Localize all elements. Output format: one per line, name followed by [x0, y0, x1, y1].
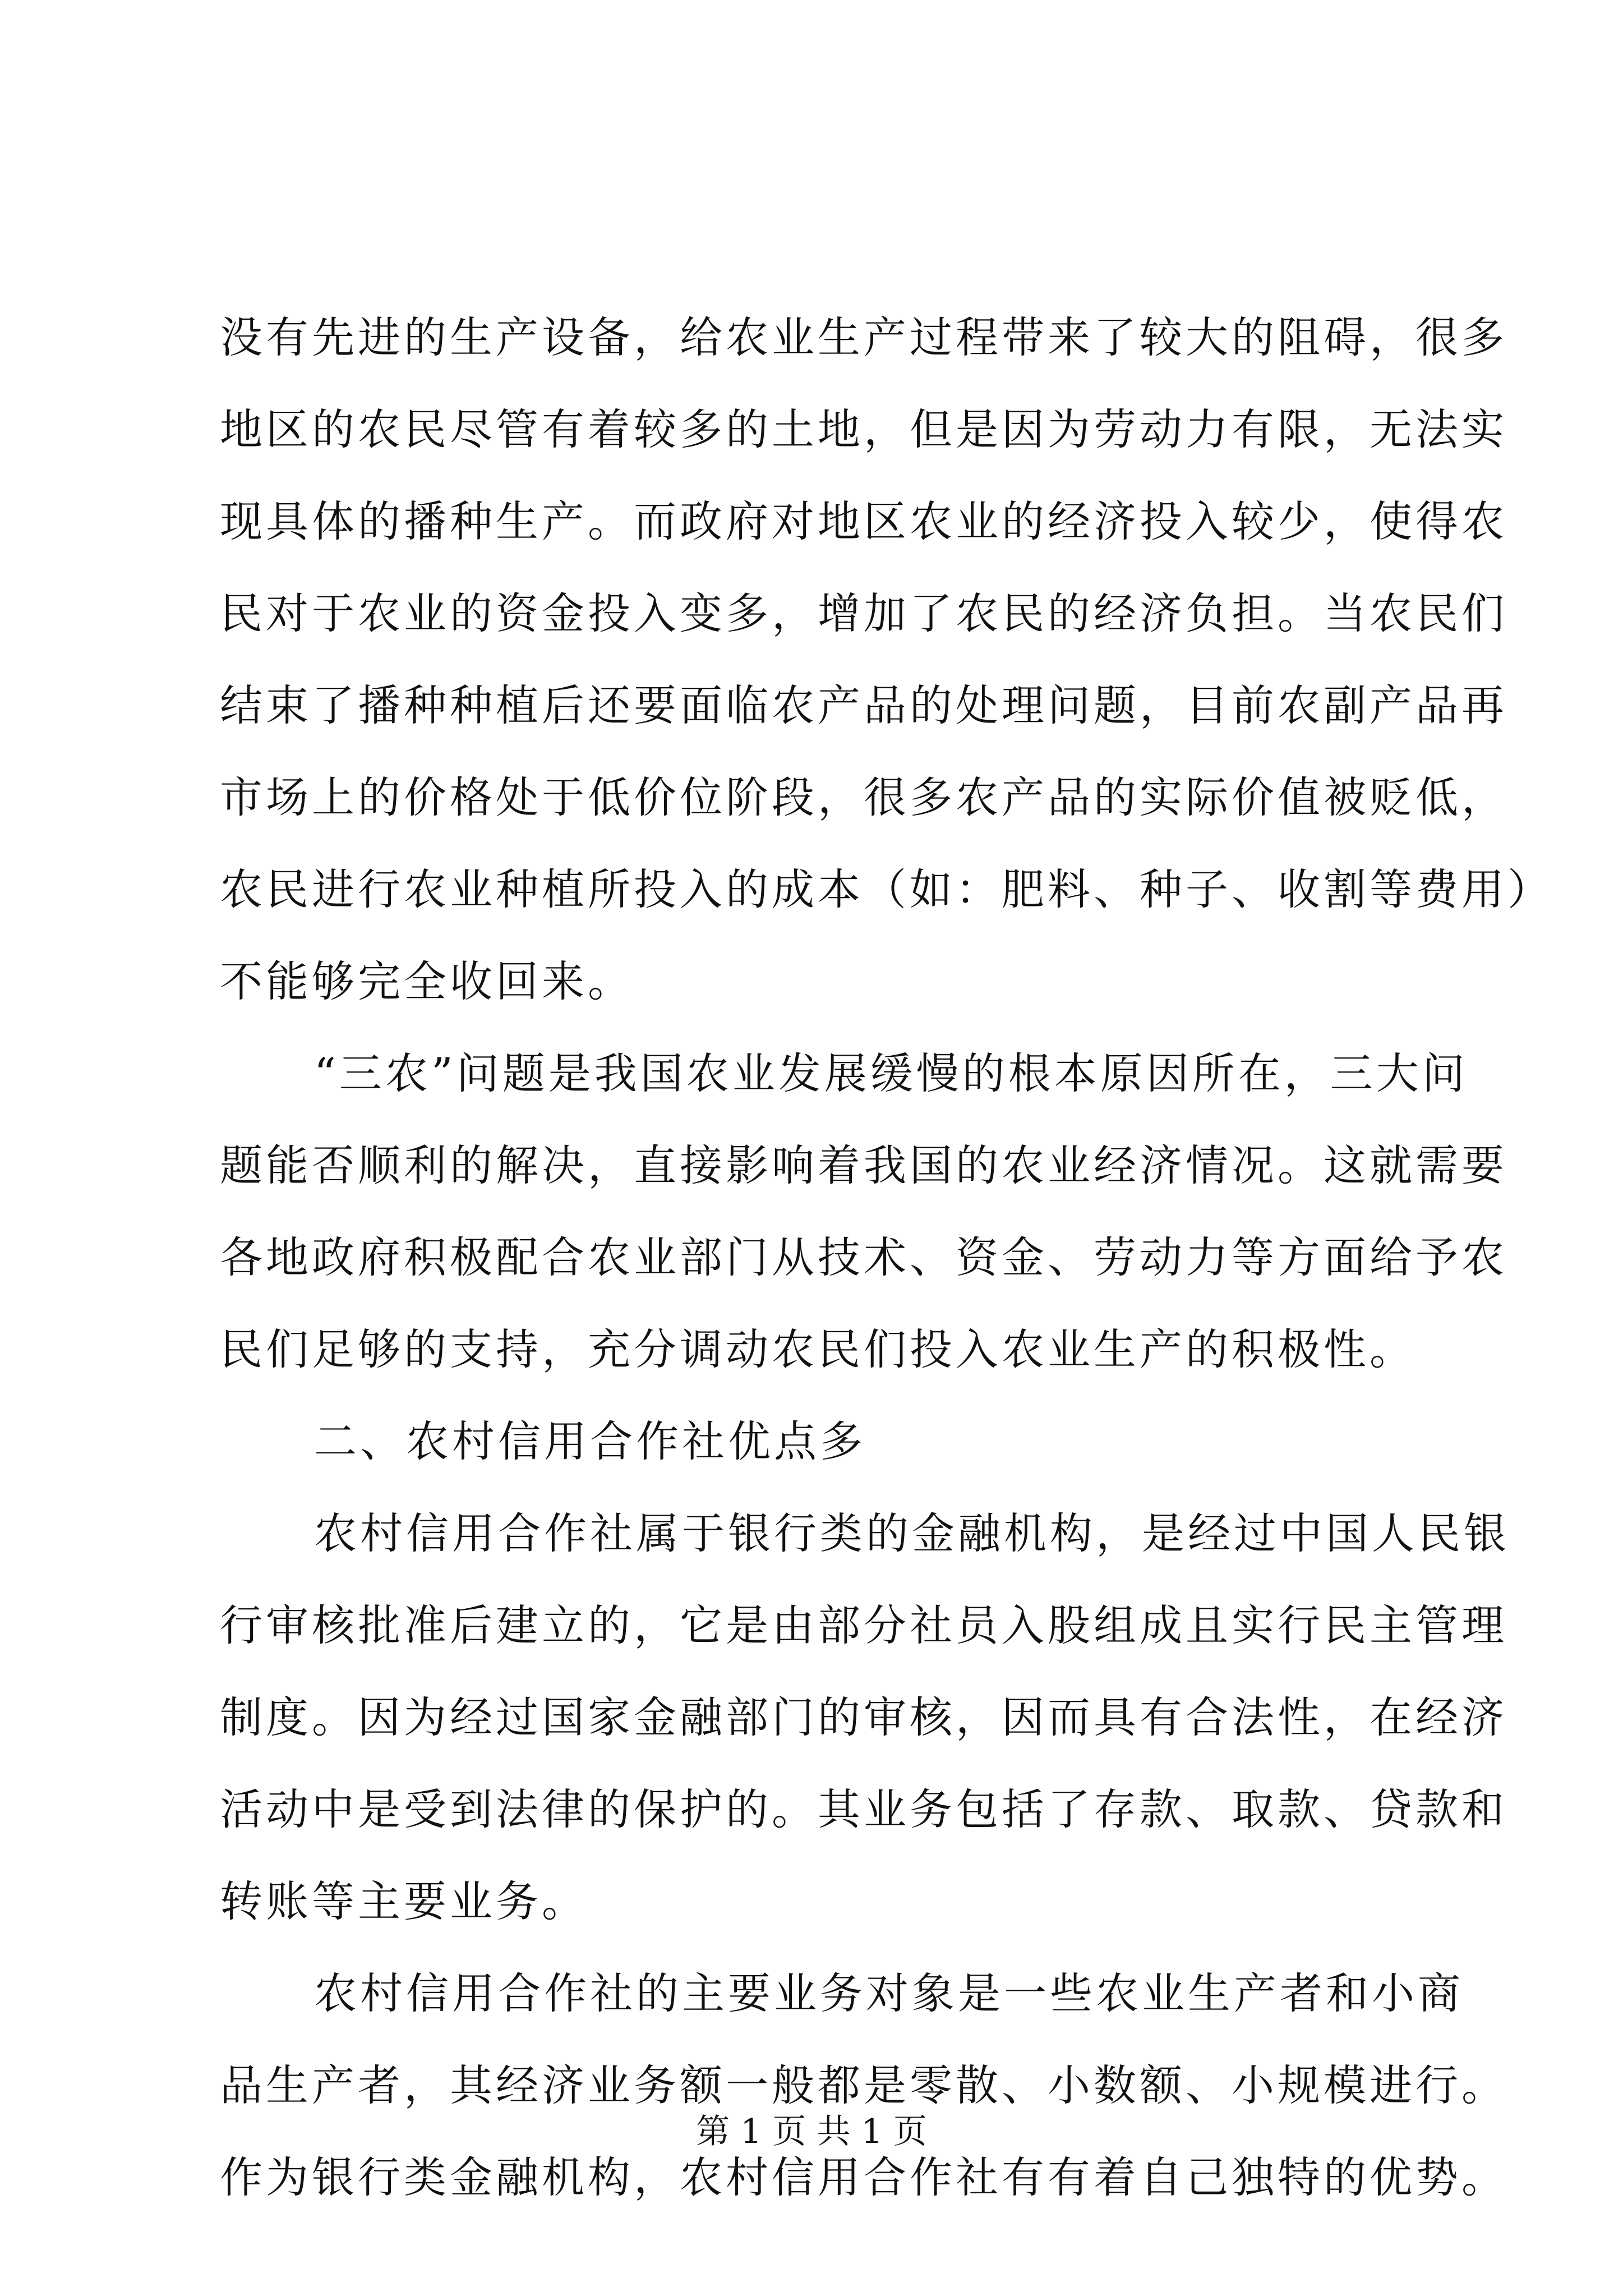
- section-heading: 二、农村信用合作社优点多: [314, 1416, 866, 1466]
- text-line: 行审核批准后建立的，它是由部分社员入股组成且实行民主管理: [220, 1600, 1507, 1650]
- text-line: 题能否顺利的解决，直接影响着我国的农业经济情况。这就需要: [220, 1140, 1507, 1190]
- text-line: 民对于农业的资金投入变多，增加了农民的经济负担。当农民们: [220, 588, 1507, 638]
- text-line: 转账等主要业务。: [220, 1876, 588, 1926]
- text-line: 农民进行农业种植所投入的成本（如：肥料、种子、收割等费用）: [220, 864, 1553, 914]
- paragraph-first-line: “三农”问题是我国农业发展缓慢的根本原因所在，三大问: [314, 1048, 1468, 1098]
- document-body: [220, 292, 1553, 2224]
- text-line: 作为银行类金融机构，农村信用合作社有有着自己独特的优势。: [220, 2152, 1507, 2202]
- text-line: 民们足够的支持，充分调动农民们投入农业生产的积极性。: [220, 1324, 1415, 1374]
- text-line: 市场上的价格处于低价位阶段，很多农产品的实际价值被贬低，: [220, 772, 1507, 822]
- page-footer: 第 1 页 共 1 页: [696, 2112, 927, 2151]
- text-line: 各地政府积极配合农业部门从技术、资金、劳动力等方面给予农: [220, 1232, 1507, 1282]
- text-line: 结束了播种种植后还要面临农产品的处理问题，目前农副产品再: [220, 680, 1507, 730]
- text-line: 没有先进的生产设备，给农业生产过程带来了较大的阻碍，很多: [220, 312, 1507, 362]
- text-line: 现具体的播种生产。而政府对地区农业的经济投入较少，使得农: [220, 496, 1507, 546]
- text-line: 品生产者，其经济业务额一般都是零散、小数额、小规模进行。: [220, 2060, 1507, 2110]
- text-line: 地区的农民尽管有着较多的土地，但是因为劳动力有限，无法实: [220, 404, 1507, 454]
- paragraph-first-line: 农村信用合作社属于银行类的金融机构，是经过中国人民银: [314, 1508, 1510, 1558]
- text-line: 不能够完全收回来。: [220, 956, 634, 1006]
- text-line: 制度。因为经过国家金融部门的审核，因而具有合法性，在经济: [220, 1692, 1507, 1742]
- paragraph-first-line: 农村信用合作社的主要业务对象是一些农业生产者和小商: [314, 1968, 1464, 2018]
- text-line: 活动中是受到法律的保护的。其业务包括了存款、取款、贷款和: [220, 1784, 1507, 1834]
